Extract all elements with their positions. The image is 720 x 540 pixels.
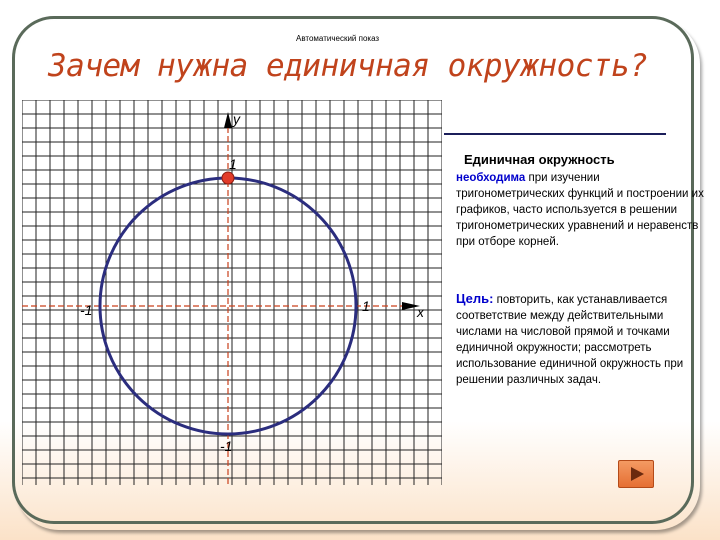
auto-show-label: Автоматический показ bbox=[296, 34, 380, 43]
para1-text bbox=[456, 170, 706, 250]
goal-text bbox=[456, 291, 692, 388]
divider-line bbox=[444, 133, 666, 135]
para1-accent: необходима bbox=[456, 172, 526, 184]
info-paragraph-1 bbox=[456, 152, 706, 250]
label-top-1: 1 bbox=[229, 156, 237, 172]
x-axis-label: x bbox=[417, 304, 424, 320]
para1-title: Единичная окружность bbox=[464, 152, 615, 167]
next-slide-button[interactable] bbox=[618, 460, 654, 488]
y-axis-label: y bbox=[233, 111, 240, 127]
info-paragraph-goal bbox=[456, 291, 692, 388]
unit-circle bbox=[100, 178, 356, 434]
play-icon bbox=[631, 467, 644, 481]
goal-label: Цель: bbox=[456, 291, 494, 306]
para1-body: при изучении тригонометрических функций и построении их графиков, часто используется в решении тригонометрических уравнений и неравенств при отборе корней. bbox=[456, 172, 704, 248]
label-bottom-minus-1: -1 bbox=[220, 438, 233, 454]
label-right-1: 1 bbox=[362, 298, 370, 314]
point-0-1 bbox=[222, 172, 234, 184]
slide-title: Зачем нужна единичная окружность? bbox=[48, 48, 648, 84]
unit-circle-graph bbox=[22, 100, 442, 485]
label-left-minus-1: -1 bbox=[80, 302, 93, 318]
goal-body: повторить, как устанавливается соответствие между действительными числами на числовой прямой и точками единичной окружности; рассмотреть использование единичной окружность при решении различных задач. bbox=[456, 294, 684, 386]
